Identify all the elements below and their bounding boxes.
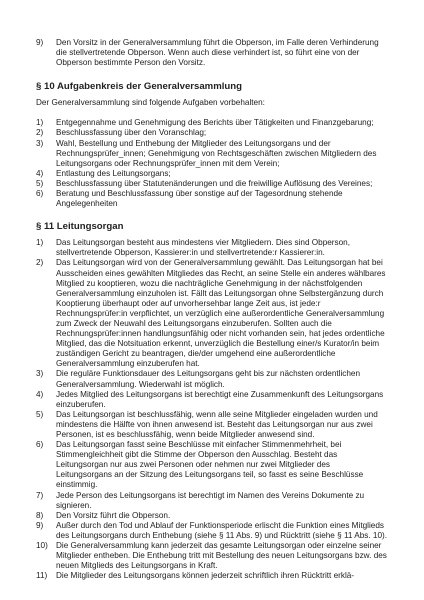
item-number: 3) (36, 369, 44, 379)
list-item (36, 118, 388, 128)
list-item (36, 189, 388, 209)
section11-heading: § 11 Leitungsorgan (36, 221, 124, 233)
item-text: Entlastung des Leitungsorgans; (56, 168, 171, 178)
item-text: Beschlussfassung über Statutenänderungen und die freiwillige Auflösung des Vereines; (56, 178, 373, 188)
item-number: 5) (36, 409, 44, 419)
item-number: 2) (36, 258, 44, 268)
item-text: Beschlussfassung über den Voranschlag; (56, 128, 207, 138)
item-text: Außer durch den Tod und Ablauf der Funktionsperiode erlischt die Funktion eines Mitglieds des Leitungsorgans durch Enthebung (siehe § 11 Abs. 9) und Rücktritt (siehe § 11 Abs. 10). (56, 520, 388, 540)
item-text: Die Mitglieder des Leitungsorgans können jederzeit schriftlich ihren Rücktritt erklä- (56, 571, 355, 581)
section11-list (36, 238, 388, 581)
item-number: 3) (36, 138, 44, 148)
item-number: 8) (36, 510, 44, 520)
item-text: Entgegennahme und Genehmigung des Berichts über Tätigkeiten und Finanzgebarung; (56, 118, 374, 128)
item-text: Beratung und Beschlussfassung über sonstige auf der Tagesordnung stehende Angelegenheiten (56, 189, 343, 209)
item-number: 4) (36, 389, 44, 399)
item-text: Jedes Mitglied des Leitungsorgans ist berechtigt eine Zusammenkunft des Leitungsorgans einzuberufen. (56, 389, 384, 409)
section10-intro: Der Generalversammlung sind folgende Aufgaben vorbehalten: (36, 98, 265, 108)
item-text: Wahl, Bestellung und Enthebung der Mitglieder des Leitungsorgans und der Rechnungsprüfer_innen; Genehmigung von Rechtsgeschäften zwischen Mitgliedern des Leitungsorgans oder Rechnungsprüfer_innen mit dem Verein; (56, 138, 377, 168)
list-item (36, 541, 388, 571)
list-item (36, 369, 388, 389)
item-text: Den Vorsitz in der Generalversammlung führt die Obperson, im Falle deren Verhinderung die stellvertretende Obperson. Wenn auch diese verhindert ist, so führt eine von der Obperson bestimmte Person den Vorsitz. (56, 38, 379, 68)
item-text: Jede Person des Leitungsorgans ist berechtigt im Namen des Vereins Dokumente zu signieren. (56, 490, 365, 510)
list-item (36, 410, 388, 440)
item-text: Die Generalversammlung kann jederzeit das gesamte Leitungsorgan oder einzelne seiner Mitglieder entheben. Die Enthebung tritt mit Bestellung des neuen Leitungsorgans bzw. des neuen Mitglieds des Leitungsorgans in Kraft. (56, 541, 387, 571)
list-item (36, 491, 388, 511)
item-text: Das Leitungsorgan besteht aus mindestens vier Mitgliedern. Dies sind Obperson, stellvertretende Obperson, Kassierer:in und stellvertretende:r Kassierer:in. (56, 238, 350, 258)
list-item (36, 390, 388, 410)
item-text: Die reguläre Funktionsdauer des Leitungsorgans geht bis zur nächsten ordentlichen Generalversammlung. Wiederwahl ist möglich. (56, 369, 361, 389)
item-number: 11) (36, 571, 48, 581)
list-item (36, 238, 388, 258)
item-number: 9) (36, 38, 44, 47)
list-item (36, 179, 388, 189)
item-text: Das Leitungsorgan wird von der Generalversammlung gewählt. Das Leitungsorgan hat bei Ausscheiden eines gewählten Mitgliedes das Recht, an seine Stelle ein anderes wählbares Mitglied zu kooptieren, wozu die nachträgliche Genehmigung in der nächstfolgenden Generalversammlung einzuholen ist. Fällt das Leitungsorgan ohne Selbstergänzung durch Kooptierung überhaupt oder auf unvorhersehbar lange Zeit aus, ist jede:r Rechnungsprüfer:in verpflichtet, un verzüglich eine außerordentliche Generalversammlung zum Zweck der Neuwahl des Leitungsorgans einzuberufen. Sollten auch die Rechnungsprüfer:innen handlungsunfähig oder nicht vorhanden sein, hat jedes ordentliche Mitglied, das die Notsituation erkennt, unverzüglich die Bestellung einer/s Kurator/in beim zuständigen Gericht zu beantragen, die/der umgehend eine außerordentliche Generalversammlung einzuberufen hat. (56, 258, 386, 369)
list-item (36, 169, 388, 179)
section10-list (36, 118, 388, 209)
list-item (36, 511, 388, 521)
item-number: 5) (36, 178, 44, 188)
item-number: 7) (36, 490, 44, 500)
item-text: Das Leitungsorgan fasst seine Beschlüsse mit einfacher Stimmenmehrheit, bei Stimmengleichheit gibt die Stimme der Obperson den Ausschlag. Besteht das Leitungsorgan nur aus zwei Personen oder nehmen nur zwei Mitglieder des Leitungsorgans an der Sitzung des Leitungsorgans teil, so fasst es seine Beschlüsse einstimmig. (56, 440, 364, 490)
section10-heading: § 10 Aufgabenkreis der Generalversammlung (36, 81, 242, 93)
list-item (36, 571, 388, 581)
list-item (36, 440, 388, 490)
list-item (36, 139, 388, 169)
item-text: Das Leitungsorgan ist beschlussfähig, wenn alle seine Mitglieder eingeladen wurden und mindestens die Hälfte von ihnen anwesend ist. Besteht das Leitungsorgan nur aus zwei Personen, ist es beschlussfähig, wenn beide Mitglieder anwesend sind. (56, 409, 378, 439)
list-item (36, 258, 388, 369)
item-number: 1) (36, 238, 44, 248)
item-number: 6) (36, 189, 44, 199)
list-item (36, 128, 388, 138)
item-number: 6) (36, 440, 44, 450)
item-number: 2) (36, 128, 44, 138)
item-text: Den Vorsitz führt die Obperson. (56, 510, 171, 520)
item-number: 9) (36, 520, 44, 530)
item-number: 4) (36, 168, 44, 178)
item-number: 1) (36, 118, 44, 128)
list-item (36, 521, 388, 541)
section9-item-9 (36, 38, 388, 68)
item-number: 10) (36, 541, 48, 551)
